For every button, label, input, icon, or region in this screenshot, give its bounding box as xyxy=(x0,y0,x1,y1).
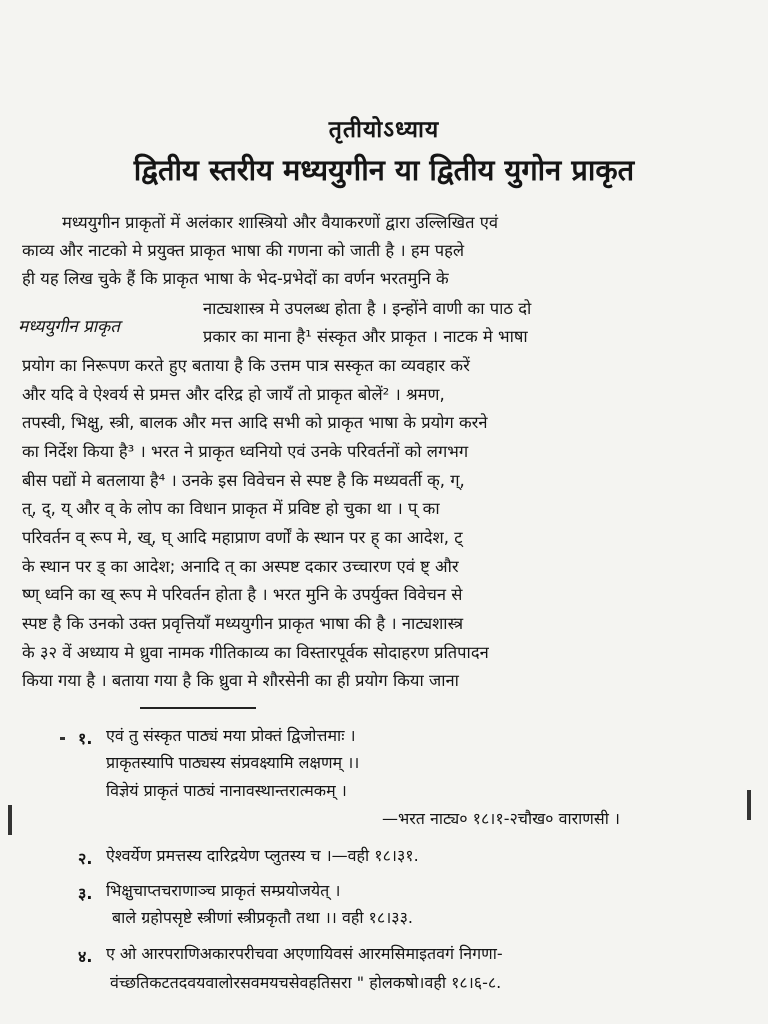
scan-speck xyxy=(747,790,751,820)
body-line: प्रयोग का निरूपण करते हुए बताया है कि उत्तम पात्र सस्कृत का व्यवहार करें xyxy=(22,356,470,375)
body-line: परिवर्तन व् रूप मे, ख्, घ् आदि महाप्राण वर्णों के स्थान पर ह् का आदेश, ट् xyxy=(22,528,463,547)
body-line: त्, द्, य् और व् के लोप का विधान प्राकृत में प्रविष्ट हो चुका था । प् का xyxy=(22,499,440,518)
body-line: और यदि वे ऐश्वर्य से प्रमत्त और दरिद्र हो जायँ तो प्राकृत बोलें² । श्रमण, xyxy=(22,385,445,404)
footnote-line: एवं तु संस्कृत पाठ्यं मया प्रोक्तं द्विजोत्तमाः । xyxy=(106,726,356,745)
footnote-line: विज्ञेयं प्राकृतं पाठ्यं नानावस्थान्तरात्मकम् । xyxy=(106,781,347,800)
footnote-line: ए ओ आरपराणिअकारपरीचवा अएणायिवसं आरमसिमाइतवगं निगणा- xyxy=(106,944,503,963)
body-line: तपस्वी, भिक्षु, स्त्री, बालक और मत्त आदि सभी को प्राकृत भाषा के प्रयोग करने xyxy=(22,413,488,432)
footnote-number: १. xyxy=(78,729,93,748)
body-line: के ३२ वें अध्याय मे ध्रुवा नामक गीतिकाव्य का विस्तारपूर्वक सोदाहरण प्रतिपादन xyxy=(22,643,489,662)
body-line: किया गया है । बताया गया है कि ध्रुवा मे शौरसेनी का ही प्रयोग किया जाना xyxy=(22,671,459,690)
body-line: ही यह लिख चुके हैं कि प्राकृत भाषा के भेद-प्रभेदों का वर्णन भरतमुनि के xyxy=(22,269,449,288)
footnote-line: ऐश्वर्येण प्रमत्तस्य दारिद्रयेण प्लुतस्य च ।—वही १८।३१. xyxy=(106,846,419,865)
footnote-citation: —भरत नाट्य० १८।१-२चौख० वाराणसी । xyxy=(382,809,620,828)
section-heading: द्वितीय स्तरीय मध्ययुगीन या द्वितीय युगोन प्राकृत xyxy=(133,153,635,187)
footnote-line: प्राकृतस्यापि पाठ्यस्य संप्रवक्ष्यामि लक्षणम् ।। xyxy=(106,753,360,772)
footnote-line: भिक्षुचाप्तचराणाञ्च प्राकृतं सम्प्रयोजयेत् । xyxy=(106,881,341,900)
chapter-label: तृतीयोऽध्याय xyxy=(328,117,440,143)
scan-speck xyxy=(8,805,12,835)
body-line: नाट्यशास्त्र मे उपलब्ध होता है । इन्होंने वाणी का पाठ दो xyxy=(203,299,532,318)
body-line: का निर्देश किया है³ । भरत ने प्राकृत ध्वनियो एवं उनके परिवर्तनों को लगभग xyxy=(22,442,469,461)
scan-speck xyxy=(60,737,65,740)
footnote-number: ४. xyxy=(78,947,93,966)
footnote-line: वंच्छतिकटतदवयवालोरसवमयचसेवहतिसरा " होलकषो।वही १८।६-८. xyxy=(110,973,502,992)
footnote-line: बाले ग्रहोपसृष्टे स्त्रीणां स्त्रीप्रकृतौ तथा ।। वही १८।३३. xyxy=(112,908,413,927)
body-line: स्पष्ट है कि उनको उक्त प्रवृत्तियाँ मध्ययुगीन प्राकृत भाषा की है । नाट्यशास्त्र xyxy=(22,614,464,633)
body-line: बीस पद्यों मे बतलाया है⁴ । उनके इस विवेचन से स्पष्ट है कि मध्यवर्ती क्, ग्, xyxy=(22,471,465,490)
body-line: ष्ण् ध्वनि का ख् रूप मे परिवर्तन होता है । भरत मुनि के उपर्युक्त विवेचन से xyxy=(22,585,463,604)
body-line: प्रकार का माना है¹ संस्कृत और प्राकृत । नाटक मे भाषा xyxy=(203,327,528,346)
footnote-number: २. xyxy=(78,849,93,868)
footnote-number: ३. xyxy=(78,884,93,903)
footnote-divider xyxy=(140,707,256,709)
body-line: के स्थान पर ड् का आदेश; अनादि त् का अस्पष्ट दकार उच्चारण एवं ष्ट् और xyxy=(22,557,459,576)
body-line: काव्य और नाटको मे प्रयुक्त प्राकृत भाषा की गणना को जाती है । हम पहले xyxy=(22,241,465,260)
body-line: मध्ययुगीन प्राकृतों में अलंकार शास्त्रियो और वैयाकरणों द्वारा उल्लिखित एवं xyxy=(62,213,499,232)
margin-note: मध्ययुगीन प्राकृत xyxy=(18,317,120,337)
